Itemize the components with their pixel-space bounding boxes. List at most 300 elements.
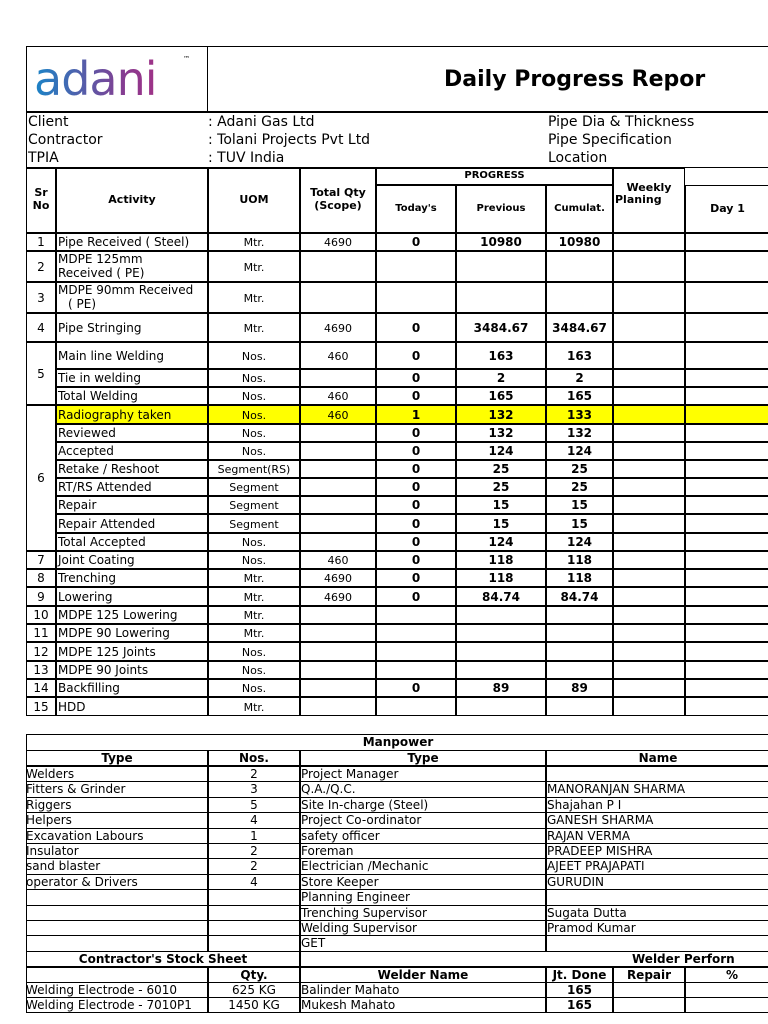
row-cell	[685, 478, 768, 496]
row-cell	[685, 251, 768, 282]
mp-staff-type: GET	[301, 936, 326, 951]
mp-staff-type: Welding Supervisor	[301, 921, 417, 935]
stock-head-item	[26, 967, 208, 983]
row-cell	[685, 533, 768, 551]
mp-labour-nos: 2	[250, 767, 258, 781]
row-today-text: 0	[411, 389, 421, 403]
mp-staff-name: GANESH SHARMA	[547, 813, 654, 828]
row-cell	[685, 496, 768, 514]
row-cell	[613, 282, 685, 313]
welder-name: Balinder Mahato	[301, 983, 400, 997]
contractor-label: Contractor	[28, 132, 103, 148]
mp-labour-nos: 3	[250, 782, 258, 797]
row-qty-text: 460	[327, 554, 349, 567]
row-sr-text: 2	[37, 259, 45, 274]
row-activity-text: Tie in welding	[58, 371, 141, 385]
mp-row-cell	[546, 889, 768, 905]
row-cell	[300, 460, 376, 478]
row-cell	[300, 282, 376, 313]
row-cell	[613, 424, 685, 442]
location-label: Location	[548, 150, 608, 166]
mp-staff-name: PRADEEP MISHRA	[547, 844, 653, 858]
row-today-text: 0	[411, 480, 421, 494]
row-cell	[685, 551, 768, 569]
row-today-text: 0	[411, 348, 421, 363]
mp-labour-type: sand blaster	[26, 859, 101, 874]
row-activity-text: Reviewed	[58, 426, 116, 440]
row-cell	[456, 606, 546, 624]
row-uom-text: Nos.	[241, 427, 267, 440]
row-cell	[300, 624, 376, 642]
th-scope-text: (Scope)	[314, 199, 362, 212]
row-cell	[685, 460, 768, 478]
row-uom-text: Nos.	[241, 664, 267, 677]
row-qty-text: 460	[327, 390, 349, 403]
mp-staff-name: RAJAN VERMA	[547, 828, 631, 843]
row-cell	[613, 697, 685, 716]
row-cumulat-text: 118	[566, 571, 593, 585]
row-cell	[613, 387, 685, 405]
row-qty-text: 4690	[324, 590, 352, 604]
row-cell	[376, 697, 456, 716]
row-qty-text: 460	[327, 349, 349, 363]
mp-row-cell	[26, 935, 208, 951]
row-uom-text: Mtr.	[243, 321, 265, 335]
mp-labour-type: Fitters & Grinder	[26, 782, 126, 797]
th-weekly-text: Weekly	[626, 181, 672, 194]
row-today-text: 0	[411, 426, 421, 440]
row-cell	[613, 496, 685, 514]
row-sr-text: 14	[33, 681, 49, 695]
row-uom-text: Mtr.	[243, 700, 265, 714]
mp-row-cell	[208, 889, 300, 905]
row-cell	[685, 313, 768, 342]
row-cell	[685, 233, 768, 251]
row-cell	[546, 642, 613, 661]
row-cell	[300, 679, 376, 697]
row-today-text: 0	[411, 371, 421, 385]
row-activity-text: Repair Attended	[58, 516, 156, 531]
row-previous-text: 10980	[480, 235, 522, 249]
welder-name: Mukesh Mahato	[301, 998, 396, 1012]
row-cumulat-text: 124	[566, 535, 593, 549]
row-cell	[685, 282, 768, 313]
row-sr-text: 5	[37, 366, 45, 381]
welder-name-label: Welder Name	[377, 968, 469, 982]
mp-staff-type: Project Co-ordinator	[301, 813, 422, 828]
row-cell	[456, 251, 546, 282]
row-uom-text: Mtr.	[243, 609, 265, 622]
row-sr-text: 13	[33, 663, 49, 677]
row-activity-text: Pipe Received ( Steel)	[58, 235, 190, 249]
mp-labour-nos: 2	[250, 859, 258, 874]
row-activity-text: HDD	[58, 699, 86, 714]
row-cell	[613, 514, 685, 533]
row-activity-text: Main line Welding	[58, 348, 164, 363]
row-previous-text: 15	[492, 516, 510, 531]
row-sr-text: 7	[37, 553, 45, 567]
row-previous-text: 118	[488, 553, 514, 567]
row-cell	[300, 424, 376, 442]
row-previous-text: 84.74	[482, 589, 520, 604]
mp-staff-name: Pramod Kumar	[547, 921, 636, 935]
row-qty-text: 460	[327, 408, 349, 422]
row-cell	[685, 679, 768, 697]
row-cell	[300, 442, 376, 460]
row-activity-text-line2: Received ( PE)	[58, 266, 145, 280]
row-today-text: 0	[411, 320, 421, 335]
row-uom-text: Mtr.	[243, 627, 265, 640]
row-cell	[685, 642, 768, 661]
th-sr-text: Sr	[34, 186, 48, 199]
row-cell	[685, 442, 768, 460]
row-previous-text: 132	[488, 426, 514, 440]
row-previous-text: 132	[488, 407, 514, 422]
row-uom-text: Nos.	[241, 349, 267, 363]
adani-logo: adani	[34, 52, 204, 106]
row-cell	[300, 496, 376, 514]
th-progress-text: PROGRESS	[464, 170, 525, 181]
row-activity-text: Backfilling	[58, 681, 120, 695]
row-qty-text: 4690	[324, 572, 352, 585]
mp-labour-type: Insulator	[26, 844, 79, 858]
welder-row-cell	[613, 997, 685, 1013]
row-sr-text: 3	[37, 290, 45, 305]
row-cell	[613, 313, 685, 342]
row-today-text: 0	[411, 462, 421, 476]
mp-labour-type: Excavation Labours	[26, 828, 144, 843]
mp-staff-type: Foreman	[301, 844, 354, 858]
row-cell	[613, 606, 685, 624]
row-cell	[546, 606, 613, 624]
row-cell	[685, 387, 768, 405]
row-cell	[613, 251, 685, 282]
row-cell	[300, 642, 376, 661]
row-cell	[456, 661, 546, 679]
row-cell	[613, 569, 685, 587]
row-cell	[456, 282, 546, 313]
row-uom-text: Mtr.	[243, 260, 265, 274]
row-activity-text: Total Welding	[58, 389, 138, 403]
stock-qty-label: Qty.	[240, 968, 268, 982]
th-todays-text: Today's	[395, 203, 437, 214]
row-activity-text: MDPE 90 Lowering	[58, 626, 170, 640]
row-cumulat-text: 3484.67	[552, 320, 607, 335]
row-cell	[613, 642, 685, 661]
row-cell	[685, 369, 768, 387]
row-cell	[456, 624, 546, 642]
row-today-text: 0	[411, 553, 421, 567]
row-cumulat-text: 132	[566, 426, 593, 440]
row-activity-text: MDPE 125 Joints	[58, 644, 156, 659]
mp-labour-type: Helpers	[26, 813, 72, 828]
row-cell	[456, 642, 546, 661]
tpia-value: : TUV India	[208, 150, 285, 166]
row-cell	[685, 405, 768, 424]
row-previous-text: 25	[492, 462, 510, 476]
row-sr-text: 8	[37, 571, 45, 585]
mp-labour-nos: 4	[250, 874, 258, 889]
mp-row-cell	[26, 889, 208, 905]
row-cell	[300, 514, 376, 533]
row-today-text: 0	[411, 681, 421, 695]
stock-item-qty: 1450 KG	[228, 998, 280, 1012]
row-sr-text: 12	[33, 644, 49, 659]
row-cell	[300, 369, 376, 387]
mp-staff-name: Sugata Dutta	[547, 905, 627, 920]
th-planing-text: Planing	[615, 193, 662, 206]
row-cell	[613, 369, 685, 387]
row-cumulat-text: 10980	[558, 235, 601, 249]
row-cell	[685, 587, 768, 606]
mp-staff-type: Q.A./Q.C.	[301, 782, 356, 797]
row-today-text: 0	[411, 235, 421, 249]
row-cumulat-text: 15	[571, 498, 588, 512]
welder-pct-label: %	[726, 968, 739, 982]
th-activity-text: Activity	[108, 193, 156, 206]
row-activity-text: Radiography taken	[58, 407, 172, 422]
th-no-text: No	[32, 199, 50, 212]
pipe-dia-label: Pipe Dia & Thickness	[548, 114, 695, 130]
welder-title: Welder Perforn	[632, 952, 735, 966]
manpower-title: Manpower	[362, 735, 434, 749]
row-cumulat-text: 163	[566, 348, 593, 363]
row-uom-text: Nos.	[241, 645, 267, 659]
row-activity-text: Trenching	[58, 571, 116, 585]
mp-labour-nos: 2	[250, 844, 258, 858]
row-cell	[376, 251, 456, 282]
welder-row-cell	[613, 982, 685, 998]
th-uom-text: UOM	[239, 193, 269, 206]
row-cell	[376, 642, 456, 661]
mp-row-cell	[546, 766, 768, 782]
mp-labour-type: Welders	[26, 767, 75, 781]
row-today-text: 0	[411, 498, 421, 512]
row-today-text: 1	[411, 407, 421, 422]
row-activity-text: MDPE 125mm	[58, 252, 143, 266]
welder-jt-label: Jt. Done	[552, 968, 607, 982]
mp-labour-nos: 5	[250, 797, 258, 812]
row-uom-text: Mtr.	[243, 590, 265, 604]
row-cell	[613, 405, 685, 424]
row-cell	[613, 624, 685, 642]
row-activity-text: MDPE 125 Lowering	[58, 608, 178, 622]
mp-staff-type: Electrician /Mechanic	[301, 859, 429, 874]
row-uom-text: Segment(RS)	[217, 463, 291, 476]
welder-jt-done: 165	[566, 983, 593, 997]
row-cell	[300, 533, 376, 551]
mp-nos-label: Nos.	[239, 751, 269, 765]
row-cell	[546, 697, 613, 716]
row-sr-text: 4	[37, 320, 45, 335]
row-cumulat-text: 89	[571, 681, 588, 695]
row-previous-text: 124	[488, 535, 514, 549]
mp-row-cell	[546, 935, 768, 951]
row-today-text: 0	[411, 571, 421, 585]
row-activity-text: RT/RS Attended	[58, 480, 152, 494]
row-previous-text: 89	[492, 681, 510, 695]
mp-staff-type: Store Keeper	[301, 874, 379, 889]
mp-row-cell	[208, 905, 300, 921]
mp-staff-name: Shajahan P I	[547, 797, 622, 812]
mp-staff-name: MANORANJAN SHARMA	[547, 782, 686, 797]
row-previous-text: 3484.67	[473, 320, 529, 335]
mp-row-cell	[26, 905, 208, 921]
row-uom-text: Nos.	[241, 554, 267, 567]
th-day1-text: Day 1	[710, 202, 745, 215]
tpia-label: TPIA	[28, 150, 59, 166]
mp-staff-type: Planning Engineer	[301, 890, 410, 905]
mp-row-cell	[208, 920, 300, 936]
row-uom-text: Nos.	[241, 445, 267, 458]
row-previous-text: 118	[488, 571, 514, 585]
welder-row-cell	[685, 997, 768, 1013]
mp-staff-type: Trenching Supervisor	[301, 905, 427, 920]
row-activity-text: Lowering	[58, 589, 113, 604]
row-cell	[376, 661, 456, 679]
row-cell	[613, 442, 685, 460]
row-sr-text: 9	[37, 589, 45, 604]
row-previous-text: 124	[488, 444, 514, 458]
row-activity-text: MDPE 90mm Received	[58, 283, 194, 297]
mp-type2-label: Type	[407, 751, 439, 765]
row-cell	[613, 533, 685, 551]
client-value: : Adani Gas Ltd	[208, 114, 315, 130]
row-sr-text: 1	[37, 235, 45, 249]
mp-row-cell	[26, 920, 208, 936]
mp-row-cell	[208, 935, 300, 951]
row-cumulat-text: 124	[566, 444, 593, 458]
client-label: Client	[28, 114, 69, 130]
th-cumulat-text: Cumulat.	[554, 203, 605, 214]
mp-labour-nos: 4	[250, 813, 258, 828]
stock-title: Contractor's Stock Sheet	[78, 952, 248, 966]
row-cell	[300, 697, 376, 716]
row-cell	[546, 282, 613, 313]
row-cumulat-text: 133	[566, 407, 593, 422]
row-cumulat-text: 15	[571, 516, 588, 531]
th-previous-text: Previous	[476, 203, 526, 214]
row-uom-text: Segment	[229, 499, 279, 512]
contractor-value: : Tolani Projects Pvt Ltd	[208, 132, 371, 148]
row-cell	[546, 251, 613, 282]
row-previous-text: 165	[488, 389, 514, 403]
row-cumulat-text: 25	[571, 480, 588, 494]
row-cell	[685, 624, 768, 642]
row-cell	[300, 478, 376, 496]
row-cumulat-text: 84.74	[560, 589, 599, 604]
stock-item-qty: 625 KG	[232, 983, 276, 997]
row-uom-text: Nos.	[241, 408, 267, 422]
row-cell	[546, 661, 613, 679]
row-today-text: 0	[411, 516, 421, 531]
row-qty-text: 4690	[324, 321, 352, 335]
row-cell	[456, 697, 546, 716]
row-cell	[613, 460, 685, 478]
row-sr-text: 15	[33, 699, 49, 714]
row-previous-text: 15	[492, 498, 510, 512]
row-uom-text: Segment	[229, 481, 279, 494]
welder-jt-done: 165	[566, 998, 593, 1012]
row-today-text: 0	[411, 535, 421, 549]
row-uom-text: Nos.	[241, 372, 267, 385]
row-activity-text: Pipe Stringing	[58, 320, 142, 335]
row-cell	[613, 551, 685, 569]
row-cell	[685, 606, 768, 624]
row-uom-text: Nos.	[241, 682, 267, 695]
row-activity-text-line2: ( PE)	[68, 297, 96, 311]
row-cell	[376, 282, 456, 313]
mp-labour-nos: 1	[250, 828, 258, 843]
row-cumulat-text: 118	[566, 553, 593, 567]
row-cell	[685, 424, 768, 442]
row-cumulat-text: 2	[575, 371, 584, 385]
welder-repair-label: Repair	[626, 968, 672, 982]
row-cell	[300, 606, 376, 624]
row-uom-text: Mtr.	[243, 572, 265, 585]
row-cell	[300, 661, 376, 679]
row-qty-text: 4690	[324, 236, 352, 249]
row-activity-text: MDPE 90 Joints	[58, 663, 149, 677]
row-uom-text: Segment	[229, 517, 279, 531]
row-cell	[613, 342, 685, 369]
row-cell	[546, 624, 613, 642]
mp-labour-type: Riggers	[26, 797, 72, 812]
row-uom-text: Mtr.	[243, 236, 265, 249]
row-cell	[613, 661, 685, 679]
pipe-spec-label: Pipe Specification	[548, 132, 672, 148]
row-today-text: 0	[411, 589, 421, 604]
welder-row-cell	[685, 982, 768, 998]
row-previous-text: 2	[496, 371, 506, 385]
row-cell	[613, 233, 685, 251]
mp-labour-type: operator & Drivers	[26, 874, 138, 889]
row-cell	[685, 661, 768, 679]
row-cell	[685, 342, 768, 369]
mp-staff-name: AJEET PRAJAPATI	[547, 859, 645, 874]
mp-staff-type: Project Manager	[301, 767, 399, 781]
logo-trademark: ™	[183, 55, 190, 63]
row-activity-text: Accepted	[58, 444, 114, 458]
report-title: Daily Progress Repor	[444, 67, 706, 92]
row-activity-text: Total Accepted	[58, 535, 146, 549]
row-sr-text: 10	[33, 608, 49, 622]
stock-item-name: Welding Electrode - 7010P1	[26, 998, 192, 1012]
mp-type-label: Type	[101, 751, 133, 765]
row-activity-text: Retake / Reshoot	[58, 462, 160, 476]
row-cumulat-text: 25	[571, 462, 588, 476]
row-cell	[376, 606, 456, 624]
row-uom-text: Nos.	[241, 536, 267, 549]
row-uom-text: Mtr.	[243, 291, 265, 305]
stock-item-name: Welding Electrode - 6010	[26, 983, 177, 997]
row-previous-text: 25	[492, 480, 510, 494]
row-cell	[613, 679, 685, 697]
row-uom-text: Nos.	[241, 390, 267, 403]
row-sr-text: 6	[37, 471, 45, 485]
row-cell	[685, 514, 768, 533]
mp-name-label: Name	[638, 751, 678, 765]
row-cell	[613, 587, 685, 606]
mp-staff-type: Site In-charge (Steel)	[301, 797, 429, 812]
row-cell	[300, 251, 376, 282]
row-cell	[685, 569, 768, 587]
row-previous-text: 163	[488, 348, 514, 363]
mp-staff-name: GURUDIN	[547, 874, 604, 889]
th-total-qty-text: Total Qty	[310, 186, 366, 199]
row-cell	[376, 624, 456, 642]
row-cell	[613, 478, 685, 496]
